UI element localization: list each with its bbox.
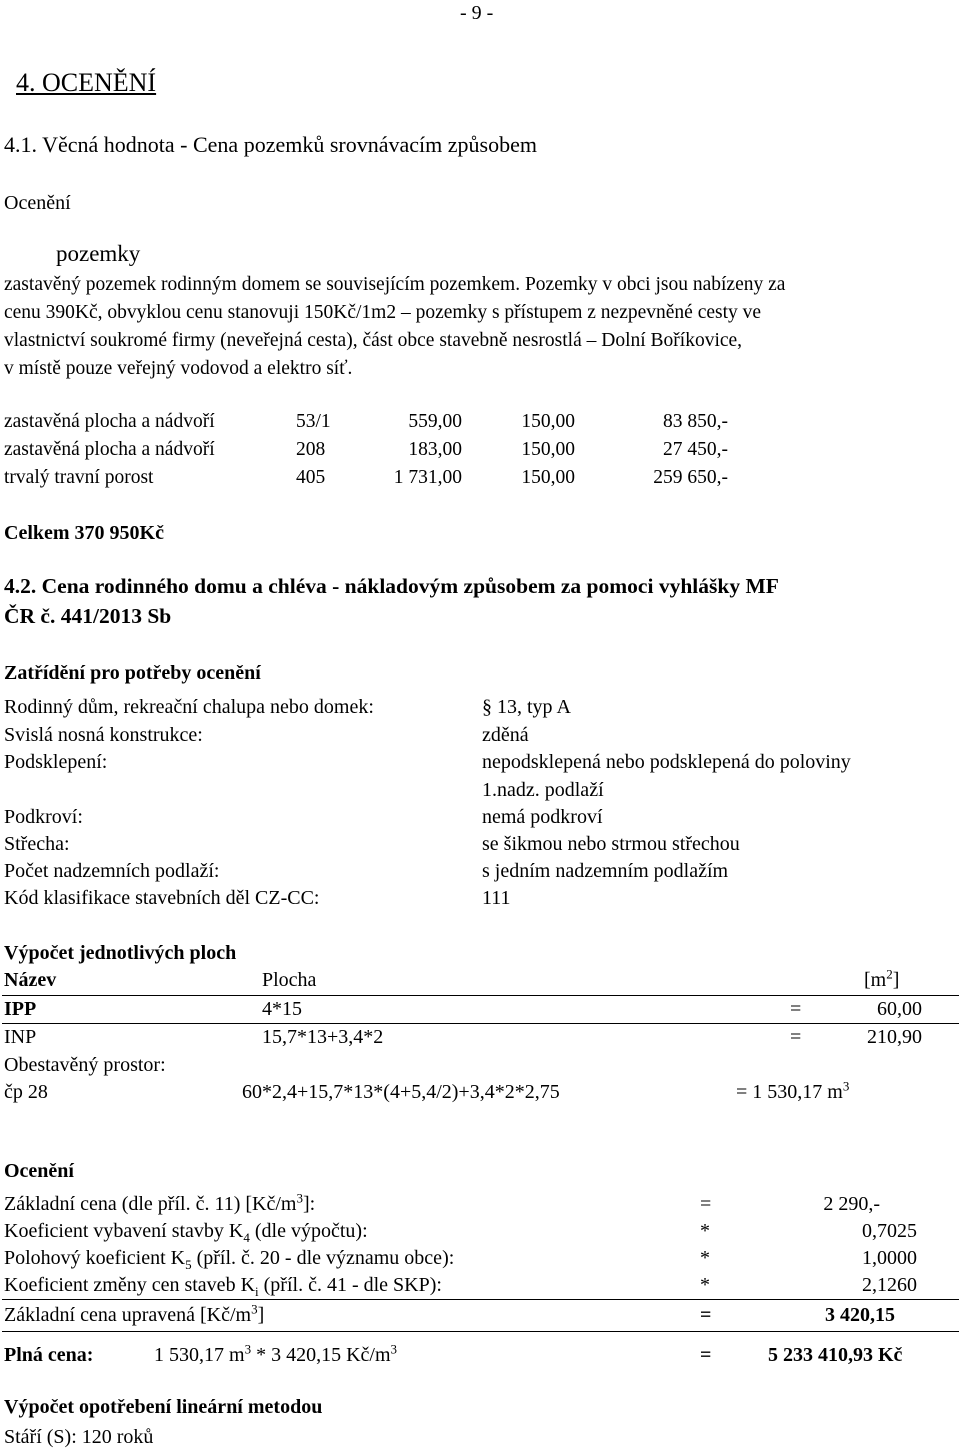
full-price-operator: = — [700, 1344, 712, 1366]
built-space-label: Obestavěný prostor: — [4, 1054, 166, 1076]
classification-label: Podkroví: — [4, 806, 83, 828]
areas-header-area: Plocha — [262, 969, 317, 991]
area-formula: 4*15 — [262, 998, 302, 1020]
section-title: 4. OCENĚNÍ — [16, 68, 157, 97]
land-total-sum: Celkem 370 950Kč — [4, 522, 164, 544]
description-line: v místě pouze veřejný vodovod a elektro síť. — [4, 358, 353, 379]
area-value: 210,90 — [867, 1026, 922, 1048]
land-name: zastavěná plocha a nádvoří — [4, 439, 215, 460]
valuation-label: Polohový koeficient $K_5$ (příl. č. 20 - dle významu obce): — [4, 1247, 455, 1272]
area-name: IPP — [4, 998, 37, 1020]
adjusted-price-value: 3 420,15 — [825, 1304, 895, 1326]
built-space-formula: 60*2,4+15,7*13*(4+5,4/2)+3,4*2*2,75 — [242, 1081, 560, 1103]
adjusted-price-label: Základní cena upravená $[Kč/m^3]$ — [4, 1301, 265, 1326]
land-price: 150,00 — [521, 411, 575, 432]
subsection-4-2-title: 4.2. Cena rodinného domu a chléva - nákladovým způsobem za pomoci vyhlášky MF — [4, 574, 779, 598]
classification-label: Svislá nosná konstrukce: — [4, 724, 203, 746]
area-value: 60,00 — [877, 998, 922, 1020]
page-number: - 9 - — [460, 2, 494, 24]
classification-label: Podsklepení: — [4, 751, 108, 773]
classification-value: s jedním nadzemním podlažím — [482, 860, 729, 882]
oceneni-label: Ocenění — [4, 192, 71, 214]
valuation-value: 2 290,- — [823, 1193, 880, 1215]
valuation-label: Základní cena (dle příl. č. 11) $[Kč/m^3]$: — [4, 1190, 316, 1215]
classification-value: zděná — [482, 724, 529, 746]
built-space-result: = 1 530,17 $m^3$ — [736, 1078, 850, 1103]
area-equals: = — [790, 998, 802, 1020]
pozemky-heading: pozemky — [56, 241, 141, 266]
valuation-label: Koeficient vybavení stavby $K_4$ (dle výpočtu): — [4, 1220, 368, 1245]
age-line: Stáří (S): 120 roků — [4, 1426, 154, 1448]
classification-label: Rodinný dům, rekreační chalupa nebo domek: — [4, 696, 374, 718]
area-equals: = — [790, 1026, 802, 1048]
valuation-heading: Ocenění — [4, 1160, 74, 1182]
land-name: zastavěná plocha a nádvoří — [4, 411, 215, 432]
area-name: INP — [4, 1026, 37, 1048]
wear-heading: Výpočet opotřebení lineární metodou — [4, 1396, 323, 1418]
areas-heading: Výpočet jednotlivých ploch — [4, 942, 237, 964]
land-area: 1 731,00 — [393, 467, 462, 488]
land-price: 150,00 — [521, 467, 575, 488]
description-line: zastavěný pozemek rodinným domem se souvisejícím pozemkem. Pozemky v obci jsou nabízeny za — [4, 274, 786, 295]
valuation-value: 0,7025 — [862, 1220, 917, 1242]
areas-row-divider — [2, 1023, 959, 1024]
description-line: vlastnictví soukromé firmy (neveřejná cesta), část obce stavebně nesrostlá – Dolní Boříkovice, — [4, 330, 743, 351]
built-space-name: čp 28 — [4, 1081, 48, 1103]
classification-heading: Zatřídění pro potřeby ocenění — [4, 662, 261, 684]
land-area: 183,00 — [408, 439, 462, 460]
valuation-label: Koeficient změny cen staveb $K_i$ (příl. č. 41 - dle SKP): — [4, 1274, 442, 1299]
classification-value: nemá podkroví — [482, 806, 603, 828]
classification-value: 111 — [482, 887, 511, 909]
subsection-4-1-title: 4.1. Věcná hodnota - Cena pozemků srovnávacím způsobem — [4, 132, 537, 157]
land-parcel: 405 — [296, 467, 326, 488]
valuation-value: 1,0000 — [862, 1247, 917, 1269]
areas-header-name: Název — [4, 969, 57, 991]
land-parcel: 53/1 — [296, 411, 331, 432]
classification-label: Střecha: — [4, 833, 70, 855]
areas-header-divider — [2, 995, 959, 996]
land-area: 559,00 — [408, 411, 462, 432]
valuation-value: 2,1260 — [862, 1274, 917, 1296]
valuation-divider — [2, 1299, 959, 1300]
areas-header-unit: $[m^2]$ — [864, 966, 900, 991]
land-total: 27 450,- — [663, 439, 728, 460]
adjusted-divider — [2, 1331, 959, 1332]
classification-label: Kód klasifikace stavebních děl CZ-CC: — [4, 887, 320, 909]
classification-value: nepodsklepená nebo podsklepená do poloviny — [482, 751, 851, 773]
valuation-operator: * — [700, 1274, 710, 1296]
valuation-operator: * — [700, 1220, 710, 1242]
land-price: 150,00 — [521, 439, 575, 460]
valuation-operator: = — [700, 1193, 712, 1215]
description-line: cenu 390Kč, obvyklou cenu stanovuji 150Kč/1m2 – pozemky s přístupem z nezpevněné cesty ve — [4, 302, 762, 323]
classification-label: Počet nadzemních podlaží: — [4, 860, 220, 882]
full-price-label: Plná cena: — [4, 1344, 94, 1366]
area-formula: 15,7*13+3,4*2 — [262, 1026, 384, 1048]
land-total: 83 850,- — [663, 411, 728, 432]
classification-value: se šikmou nebo strmou střechou — [482, 833, 740, 855]
classification-value: 1.nadz. podlaží — [482, 779, 604, 801]
land-parcel: 208 — [296, 439, 326, 460]
adjusted-price-operator: = — [700, 1304, 712, 1326]
subsection-4-2-title-cont: ČR č. 441/2013 Sb — [4, 604, 172, 628]
full-price-value: 5 233 410,93 Kč — [768, 1344, 903, 1366]
full-price-expression: 1 530,17 $m^3 * 3$ 420,15 $Kč/m^3$ — [154, 1341, 397, 1366]
valuation-operator: * — [700, 1247, 710, 1269]
land-name: trvalý travní porost — [4, 467, 154, 488]
classification-value: § 13, typ A — [482, 696, 571, 718]
land-total: 259 650,- — [653, 467, 728, 488]
